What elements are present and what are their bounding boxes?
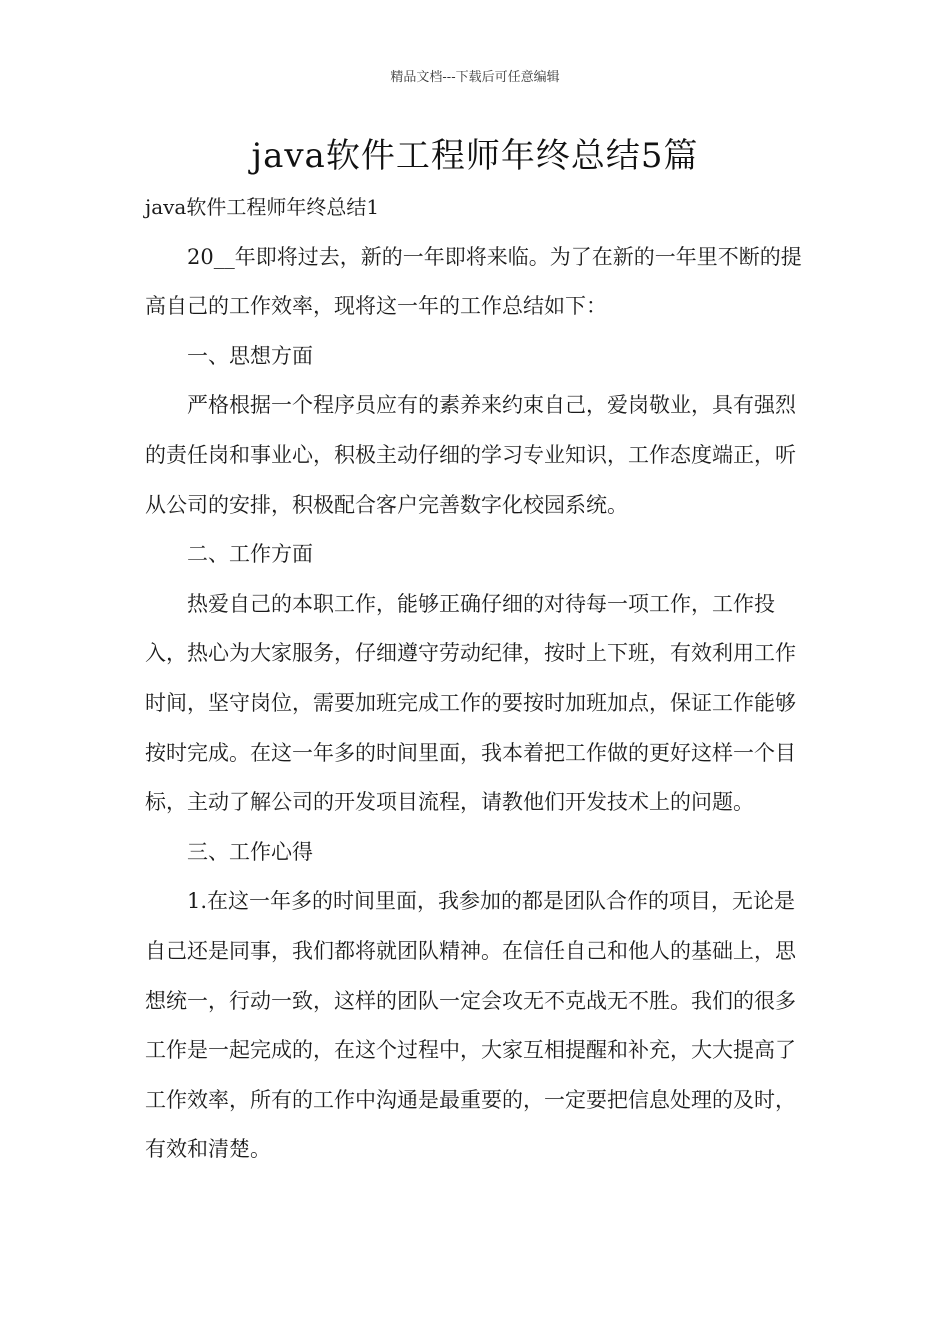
paragraph-experience: 1.在这一年多的时间里面，我参加的都是团队合作的项目，无论是自己还是同事，我们都将就团队精神。在信任自己和他人的基础上，思想统一，行动一致，这样的团队一定会攻无不克战无不胜。我们的很多工作是一起完成的，在这个过程中，大家互相提醒和补充，大大提高了工作效率，所有的工作中沟通是最重要的，一定要把信息处理的及时，有效和清楚。: [145, 889, 796, 1162]
document-title: java软件工程师年终总结5篇: [251, 136, 699, 176]
paragraph-work: 热爱自己的本职工作，能够正确仔细的对待每一项工作，工作投入，热心为大家服务，仔细遵守劳动纪律，按时上下班，有效利用工作时间，坚守岗位，需要加班完成工作的要按时加班加点，保证工作能够按时完成。在这一年多的时间里面，我本着把工作做的更好这样一个目标，主动了解公司的开发项目流程，请教他们开发技术上的问题。: [145, 591, 796, 815]
document-subtitle: java软件工程师年终总结1: [145, 195, 380, 219]
section-heading-thought: 一、思想方面: [187, 343, 313, 368]
paragraph-thought: 严格根据一个程序员应有的素养来约束自己，爱岗敬业，具有强烈的责任岗和事业心，积极主动仔细的学习专业知识，工作态度端正，听从公司的安排，积极配合客户完善数字化校园系统。: [145, 393, 796, 517]
header-note: 精品文档---下载后可任意编辑: [390, 70, 560, 85]
section-heading-work: 二、工作方面: [187, 542, 313, 567]
document-body: [145, 183, 815, 1175]
paragraph-intro: 20__年即将过去，新的一年即将来临。为了在新的一年里不断的提高自己的工作效率，现将这一年的工作总结如下：: [145, 244, 802, 319]
section-heading-experience: 三、工作心得: [187, 839, 313, 864]
